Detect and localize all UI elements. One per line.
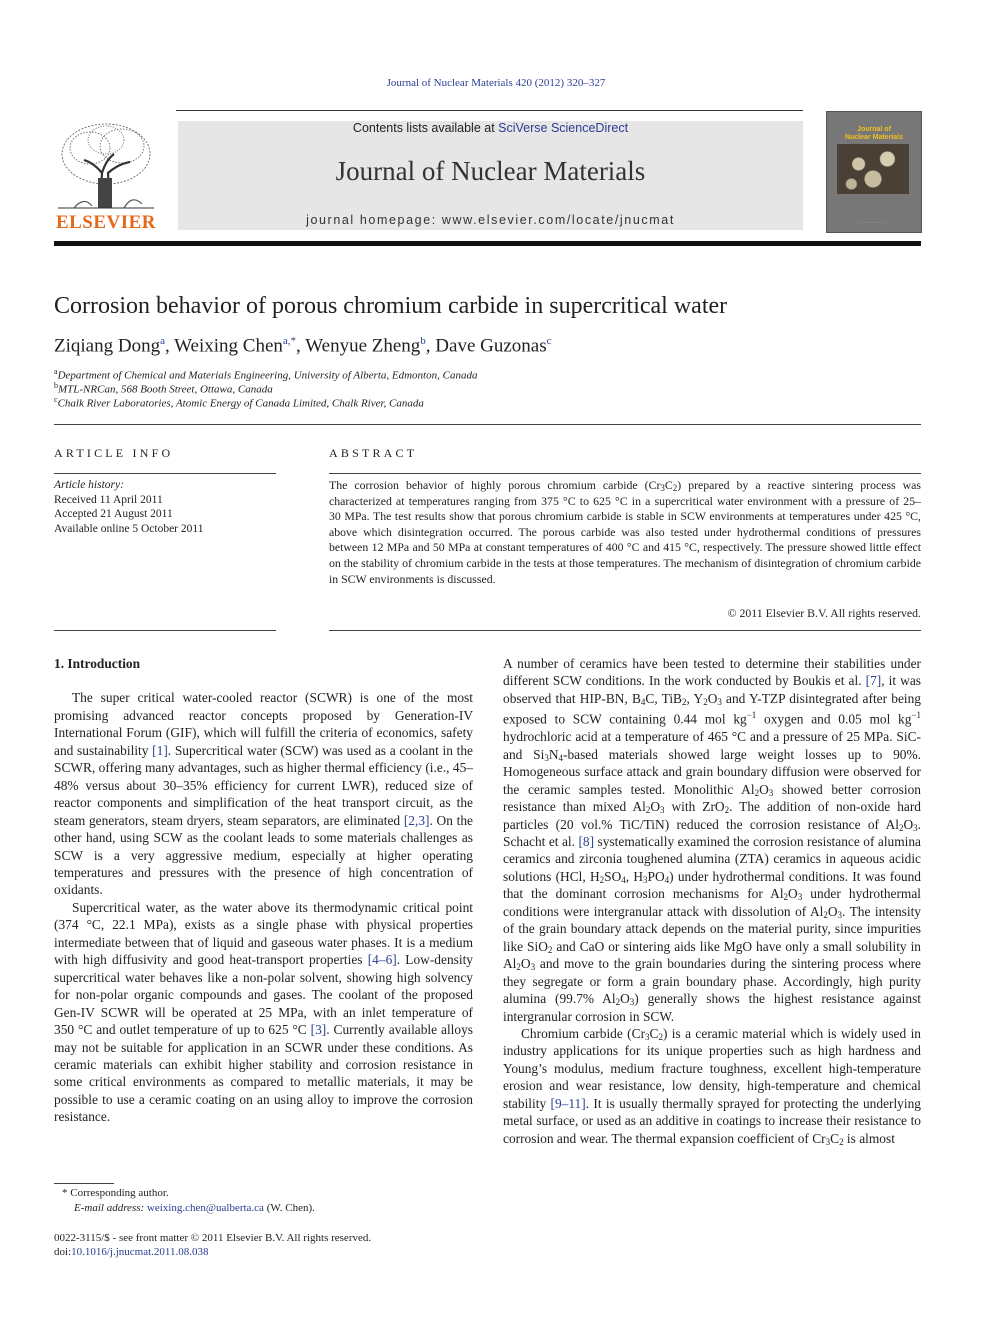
- author-name[interactable]: Ziqiang Dong: [54, 335, 161, 357]
- affil-text: Chalk River Laboratories, Atomic Energy of Canada Limited, Chalk River, Canada: [57, 397, 424, 410]
- affiliation-a: [54, 367, 477, 382]
- author-affil-sup[interactable]: b: [420, 335, 426, 347]
- paragraph: Chromium carbide $(Cr_3C_2)$ is a ceramic material which is widely used in industry applications for its unique properties such as high hardness and Young’s modulus, medium fracture toughness, excellent high-temperature erosion and wear resistance, low density, high-temperature and chemical stability [9–11]. It is usually thermally sprayed for protecting the underlying metal surface, or used as an additive in coatings to increase their resistance to corrosion and wear. The thermal expansion coefficient of $Cr_3C_2$ is almost: [503, 1025, 921, 1147]
- paragraph: Supercritical water, as the water above its thermodynamic critical point (374 °C, 22.1 MPa), exists as a single phase with physical properties intermediate between that of liquid and gaseous water phases. It is a medium with high diffusivity and good heat-transport properties [4–6]. Low-density supercritical water behaves like a non-polar solvent, showing high solvency for non-polar organic compounds and gases. The coolant of the proposed Gen-IV SCWR will be operated at 25 MPa, with an inlet temperature of 350 °C and outlet temperature of up to 625 °C [3]. Currently available alloys may not be suitable for application in an SCWR under these conditions. As ceramic materials can exhibit higher stability and corrosion resistance in some critical environments as compared to metallic materials, it may be possible to use a ceramic coating on an using alloy to improve the corrosion resistance.: [54, 899, 473, 1125]
- section-heading-introduction: 1. Introduction: [54, 656, 141, 671]
- doi-line: [54, 1245, 209, 1260]
- affil-sup: a: [54, 367, 58, 376]
- cover-title: Journal of Nuclear Materials: [845, 126, 903, 141]
- contents-prefix: Contents lists available at: [352, 121, 499, 135]
- author-name[interactable]: Dave Guzonas: [435, 335, 547, 357]
- citation-link[interactable]: [2,3]: [403, 812, 430, 828]
- email-label: E-mail address:: [74, 1202, 147, 1214]
- citation-link[interactable]: [7]: [865, 673, 882, 689]
- contents-line: [178, 121, 803, 135]
- header-top-rule: [176, 110, 803, 111]
- author-list: Ziqiang Dong$^a$, Weixing Chen$^{a,*}$, Wenyue Zheng$^b$, Dave Guzonas$^c$: [54, 335, 552, 357]
- journal-title: Journal of Nuclear Materials: [335, 156, 646, 186]
- accepted-date: Accepted 21 August 2011: [54, 508, 173, 520]
- author-affil-sup[interactable]: c: [546, 335, 552, 347]
- tree-icon: [54, 118, 158, 210]
- affil-text: Department of Chemical and Materials Engineering, University of Alberta, Edmonton, Canada: [57, 369, 478, 382]
- abstract-rule: [329, 473, 921, 474]
- history-label: Article history:: [54, 479, 124, 491]
- elsevier-wordmark: ELSEVIER: [55, 212, 157, 233]
- affil-sup: b: [54, 381, 58, 390]
- affil-sup: c: [54, 395, 58, 404]
- corresponding-author-note: * Corresponding author.: [62, 1187, 169, 1199]
- email-note: [74, 1201, 315, 1216]
- author-affil-sup[interactable]: a: [160, 335, 165, 347]
- article-history: [54, 478, 203, 536]
- received-date: Received 11 April 2011: [54, 493, 163, 506]
- issn-line: 0022-3115/$ - see front matter © 2011 Elsevier B.V. All rights reserved.: [54, 1232, 372, 1244]
- article-info-bottom-rule: [54, 630, 276, 631]
- paragraph: A number of ceramics have been tested to determine their stabilities under different SCW conditions. In the work conducted by Boukis et al. [7], it was observed that HIP-BN, $B_4C$, TiB$_2$, $Y_2O_3$ and Y-TZP disintegrated after being exposed to SCW containing 0.44 mol $kg^{-1}$ oxygen and 0.05 mol $kg^{-1}$ hydrochloric acid at a temperature of 465 °C and a pressure of 25 MPa. SiC- and $Si_3N_4$-based materials showed large weight losses up to 90%. Homogeneous surface attack and grain boundary diffusion were observed for the ceramic samples tested. Monolithic $Al_2O_3$ showed better corrosion resistance than mixed $Al_2O_3$ with ZrO$_2$. The addition of non-oxide hard particles (20 vol.% TiC/TiN) reduced the corrosion resistance of $Al_2O_3$. Schacht et al. [8] systematically examined the corrosion resistance of alumina ceramics and zirconia toughened alumina (ZTA) ceramics in aqueous acidic solutions (HCl, $H_2SO_4$, $H_3PO_4$) under hydrothermal conditions. It was found that the dominant corrosion mechanisms for $Al_2O_3$ under hydrothermal conditions were intergranular attack with dissolution of $Al_2O_3$. The intensity of the grain boundary attack depends on the material purity, since impurities like SiO$_2$ and CaO or sintering aids like MgO have only a small solubility in $Al_2O_3$ and move to the grain boundaries during the sintering process where they segregate or form a grain boundary phase. Accordingly, high purity alumina (99.7% $Al_2O_3$) generally shows the highest resistance against intergranular corrosion in SCW.: [503, 656, 922, 1024]
- article-info-heading: ARTICLE INFO: [54, 446, 174, 460]
- abstract-copyright: © 2011 Elsevier B.V. All rights reserved.: [727, 606, 921, 620]
- citation-link[interactable]: [4–6]: [367, 952, 397, 968]
- cover-image: [837, 144, 909, 194]
- online-date: Available online 5 October 2011: [54, 522, 204, 535]
- affiliation-c: [54, 395, 424, 410]
- footnote-rule: [54, 1183, 114, 1184]
- citation-link[interactable]: [3]: [310, 1022, 327, 1038]
- header-bottom-rule: [54, 241, 921, 246]
- abstract-bottom-rule: [329, 630, 921, 631]
- article-info-rule: [54, 473, 276, 474]
- abstract-text: The corrosion behavior of highly porous chromium carbide $(Cr_3C_2)$ prepared by a reactive sintering process was characterized at temperatures ranging from 375 °C to 625 °C in a supercritical water environment with a pressure of 25–30 MPa. The test results show that porous chromium carbide is stable in SCW environments at temperatures under 425 °C, above which disintegration occurred. The porous carbide was also tested under hydrothermal conditions of pressures between 12 MPa and 50 MPa at constant temperatures of 400 °C and 415 °C, respectively. The pressure showed little effect on the stability of chromium carbide in the tests at those temperatures. The mechanism of disintegration of chromium carbide in SCW environments is discussed.: [329, 478, 921, 586]
- doi-link[interactable]: 10.1016/j.jnucmat.2011.08.038: [71, 1246, 209, 1258]
- citation-link[interactable]: [9–11]: [550, 1095, 586, 1111]
- paragraph: The super critical water-cooled reactor (SCWR) is one of the most promising advanced reactor concepts proposed by Generation-IV International Forum (GIF), which will fulfill the criteria of economics, safety and sustainability [1]. Supercritical water (SCW) was used as a coolant in the SCWR, offering many advantages, such as higher thermal efficiency (i.e., 45–48% versus about 30–35% efficiency for current LWR), reduced size of reactor components and simplification of the heat transport circuit, as the steam generators, steam dryers, steam separators, are eliminated [2,3]. On the other hand, using SCW as the coolant leads to some materials challenges as SCW is a very aggressive medium, especially at higher operating temperatures and pressures with the presence of high concentration of oxidants.: [54, 690, 473, 898]
- cover-footer: · · · · · · · · · · ·: [858, 221, 890, 226]
- article-title: Corrosion behavior of porous chromium carbide in supercritical water: [54, 293, 728, 319]
- doi-label: doi:: [54, 1246, 72, 1258]
- journal-homepage[interactable]: journal homepage: www.elsevier.com/locate/jnucmat: [306, 213, 675, 227]
- abstract-heading: ABSTRACT: [329, 446, 418, 460]
- journal-cover-thumbnail[interactable]: [826, 111, 922, 233]
- author-name[interactable]: Weixing Chen: [174, 335, 283, 357]
- affil-text: MTL-NRCan, 568 Booth Street, Ottawa, Canada: [58, 383, 273, 396]
- affiliation-rule: [54, 424, 921, 425]
- journal-citation[interactable]: Journal of Nuclear Materials 420 (2012) 320–327: [386, 77, 606, 89]
- author-name[interactable]: Wenyue Zheng: [305, 335, 421, 357]
- body-left-column: [54, 655, 473, 1126]
- citation-link[interactable]: [1]: [152, 742, 168, 758]
- sciencedirect-link[interactable]: SciVerse ScienceDirect: [498, 121, 629, 135]
- email-link[interactable]: weixing.chen@ualberta.ca: [146, 1202, 264, 1214]
- affiliation-b: [54, 381, 273, 396]
- body-right-column: [503, 655, 921, 1147]
- author-affil-sup[interactable]: a,*: [282, 335, 297, 347]
- citation-link[interactable]: [8]: [578, 834, 595, 849]
- email-suffix: (W. Chen).: [263, 1202, 315, 1214]
